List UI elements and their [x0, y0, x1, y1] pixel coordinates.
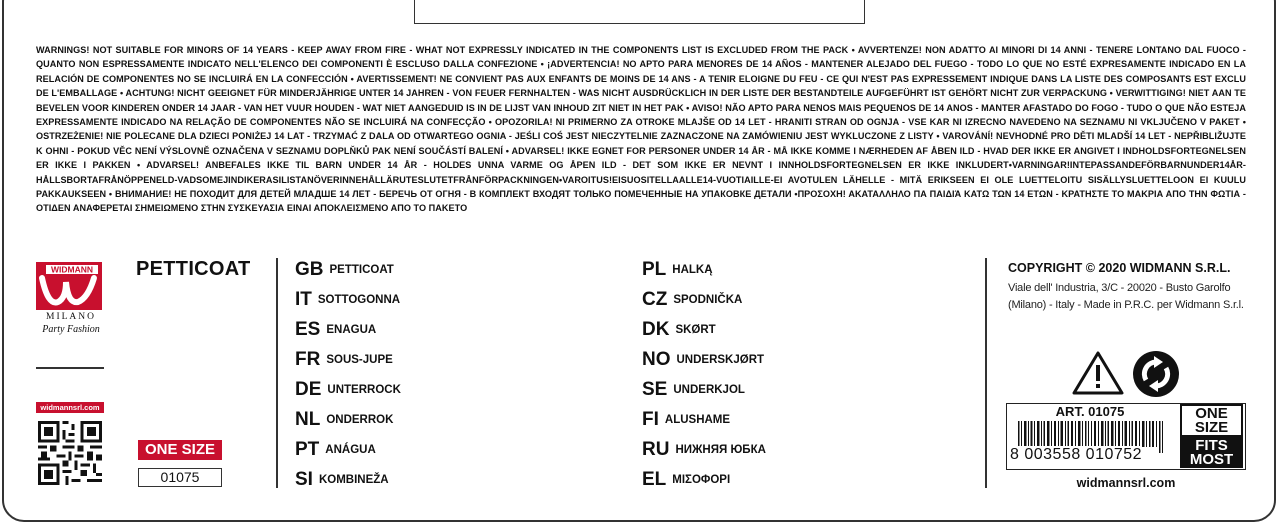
size-badge: ONE SIZE [138, 440, 222, 460]
language-item: NL ONDERROK [295, 409, 394, 430]
fits-badge-top: ONE SIZE [1180, 404, 1243, 437]
divider-left [276, 258, 278, 488]
language-item: SI KOMBINEŽA [295, 469, 389, 490]
language-item: FR SOUS-JUPE [295, 349, 393, 370]
qr-code-icon [38, 420, 102, 486]
logo-city: MILANO [46, 312, 96, 322]
site-badge: widmannsrl.com [36, 402, 104, 413]
website-link[interactable]: widmannsrl.com [1076, 476, 1176, 490]
fits-badge [1180, 404, 1243, 468]
barcode-number: 8 003558 010752 [1010, 446, 1143, 463]
svg-text:WIDMANN: WIDMANN [50, 264, 94, 275]
language-item: NO UNDERSKJØRT [642, 349, 765, 370]
widmann-logo-icon [36, 262, 102, 310]
company-address: Viale dell' Industria, 3/C - 20020 - Busto Garolfo (Milano) - Italy - Made in P.R.C. per Widmann S.r.l. [1008, 282, 1244, 311]
article-number: ART. 01075 [1055, 404, 1125, 419]
language-item: GB PETTICOAT [295, 259, 394, 280]
product-title: PETTICOAT [136, 258, 251, 280]
language-item: PT ANÁGUA [295, 439, 376, 460]
language-item: CZ SPODNIČKA [642, 289, 743, 310]
language-item: DE UNTERROCK [295, 379, 401, 400]
fits-badge-bottom: FITS MOST [1180, 437, 1243, 468]
recycle-icon [1132, 350, 1180, 398]
language-item: DK SKØRT [642, 319, 716, 340]
language-item: PL HALKĄ [642, 259, 713, 280]
language-item: FI ALUSHAME [642, 409, 731, 430]
logo-divider [36, 367, 104, 369]
language-item: RU НИЖНЯЯ ЮБКА [642, 439, 766, 460]
language-item: SE UNDERKJOL [642, 379, 745, 400]
language-item: EL ΜΙΣΟΦΟΡΙ [642, 469, 731, 490]
copyright-line: COPYRIGHT © 2020 WIDMANN S.R.L. [1008, 261, 1231, 275]
product-code: 01075 [138, 468, 222, 487]
warning-triangle-icon [1072, 350, 1124, 396]
language-item: IT SOTTOGONNA [295, 289, 401, 310]
logo-tagline: Party Fashion [42, 324, 100, 335]
language-item: ES ENAGUA [295, 319, 377, 340]
top-window-box [414, 0, 865, 24]
brand-logo [36, 262, 106, 336]
safety-warnings-text: WARNINGS! NOT SUITABLE FOR MINORS OF 14 YEARS - KEEP AWAY FROM FIRE - WHAT NOT EXPRESSLY INDICATED IN THE COMPONENTS LIST IS EXCLUDED FROM THE PACK • AVVERTENZE! NON ADATTO AI MINORI DI 14 ANNI - TENERE LONTANO DAL FUOCO - QUANTO NON ESPRESSAMENTE INDICATO NELL'ELENCO DEI COMPONENTI È ESCLUSO DALLA CONFEZIONE • ¡ADVERTENCIA! NO APTO PARA MENORES DE 14 AÑOS - MANTENER ALEJADO DEL FUEGO - TODO LO QUE NO ESTÉ EXPRESAMENTE INDICADO EN LA RELACIÓN DE COMPONENTES NO SE INCLUIRÁ EN LA CONFECCIÓN • AVERTISSEMENT! NE CONVIENT PAS AUX ENFANTS DE MOINS DE 14 ANS - A TENIR ELOIGNE DU FEU - CE QUI N'EST PAS EXPRESSEMENT INDIQUE DANS LA LISTE DES COMPOSANTS EST EXCLU DE L'EMBALLAGE • ACHTUNG! NICHT GEEIGNET FÜR MINDERJÄHRIGE UNTER 14 JAHREN - VON FEUER FERNHALTEN - WAS NICHT AUSDRÜCKLICH IN DER LISTE DER BESTANDTEILE AUFGEFÜHRT IST GEHÖRT NICHT ZUR VERPACKUNG • VERWITTIGING! NIET AAN TE BEVELEN VOOR KINDEREN ONDER 14 JAAR - VAN HET VUUR HOUDEN - WAT NIET AANGEDUID IS IN DE LIJST VAN INHOUD ZIT NIET IN HET PAK • AVISO! NÃO APTO PARA NENOS MAIS PEQUENOS DE 14 ANOS - MANTER AFASTADO DO FOGO - TUDO O QUE NÃO ESTEJA EXPRESSAMENTE INDICADO NA RELAÇÃO DE COMPONENTES NÃO SE INCLUIRÁ NA CONFECÇÃO • OPOZORILA! NI PRIMERNO ZA OTROKE MLAJŠE OD 14 LET - HRANITI STRAN OD OGNJA - VSE KAR NI IZRECNO NAVEDENO NA SEZNAMU NI VKLJUČENO V PAKET • OSTRZEŻENIE! NIE POLECANE DLA DZIECI PONIŻEJ 14 LAT - TRZYMAĆ Z DALA OD OTWARTEGO OGNIA - JEŚLI COŚ JEST NIECZYTELNIE ZAZNACZONE NA ZAMÓWIENIU JEST WYKLUCZONE Z LISTY • VAROVÁNÍ! NEVHODNÉ PRO DĚTI MLADŠÍ 14 LET - NEPŘIBLIŽUJTE K OHNI - POKUD VĚC NENÍ VÝSLOVNĚ OZNAČENA V SEZNAMU DOPLŇKŮ PAK NENÍ SOUČÁSTÍ BALENÍ • ADVARSEL! IKKE EGNET FOR PERSONER UNDER 14 ÅR - MÅ IKKE KOMME I NÆRHEDEN AF ÅBEN ILD - HVAD DER IKKE ER ANGIVET I INDHOLDSFORTEGNELSEN ER IKKE I PAKKEN • ADVARSEL! ANBEFALES IKKE TIL BARN UNDER 14 ÅR - HOLDES UNNA VARME OG ÅPEN ILD - DET SOM IKKE ER NEVNT I INNHOLDSFORTEGNELSEN ER IKKE INKLUDERT•VARNINGAR!INTEPASSANDEFÖRBARNUNDER14ÅR-HÅLLSBORTAFRÅNÖPPENELD-VADSOMEJINDIKERASILISTANÖVERINNEHÅLLÄRUTESLUTETFRÅNFÖRPACKNINGEN•VAROITUS!EISUOSITELLAALLE14-VUOTIAILLE-EI AVOTULEN LÄHELLE - MITÄ ERIKSEEN EI OLE LUETTELOITU SISÄLLYSLUETTELOON EI KUULU PAKKAUKSEEN • ВНИМАНИЕ! НЕ ПОХОДИТ ДЛЯ ДЕТЕЙ МЛАДШЕ 14 ЛЕТ - БЕРЕЧЬ ОТ ОГНЯ - В КОМПЛЕКТ ВХОДЯТ ТОЛЬКО ПОМЕЧЕННЫЕ НА УПАКОВКЕ ДЕТАЛИ •ΠΡΟΣΟΧΗ! ΑΚΑΤΑΛΛΗΛΟ ΠΑ ΠΑΙΔΙΆ ΚΑΤΩ ΤΩΝ 14 ΕΤΩΝ - ΚΡΑΤΗΣΤΕ ΤΟ ΜΑΚΡΙΑ ΑΠΟ ΤΗΝ ΦΩΤΙΑ - ΟΤΙΔΕΝ ΑΝΑΦΕΡΕΤΑΙ ΣΗΜΕΙΩΜΕΝΟ ΣΤΗΝ ΣΥΣΚΕΥΑΣΙΑ ΕΙΝΑΙ ΑΠΟΚΛΕΙΣΜΕΝΟ ΑΠΟ ΤΟ ΠΑΚΕΤΟ [36, 45, 1246, 214]
divider-right [985, 258, 987, 488]
